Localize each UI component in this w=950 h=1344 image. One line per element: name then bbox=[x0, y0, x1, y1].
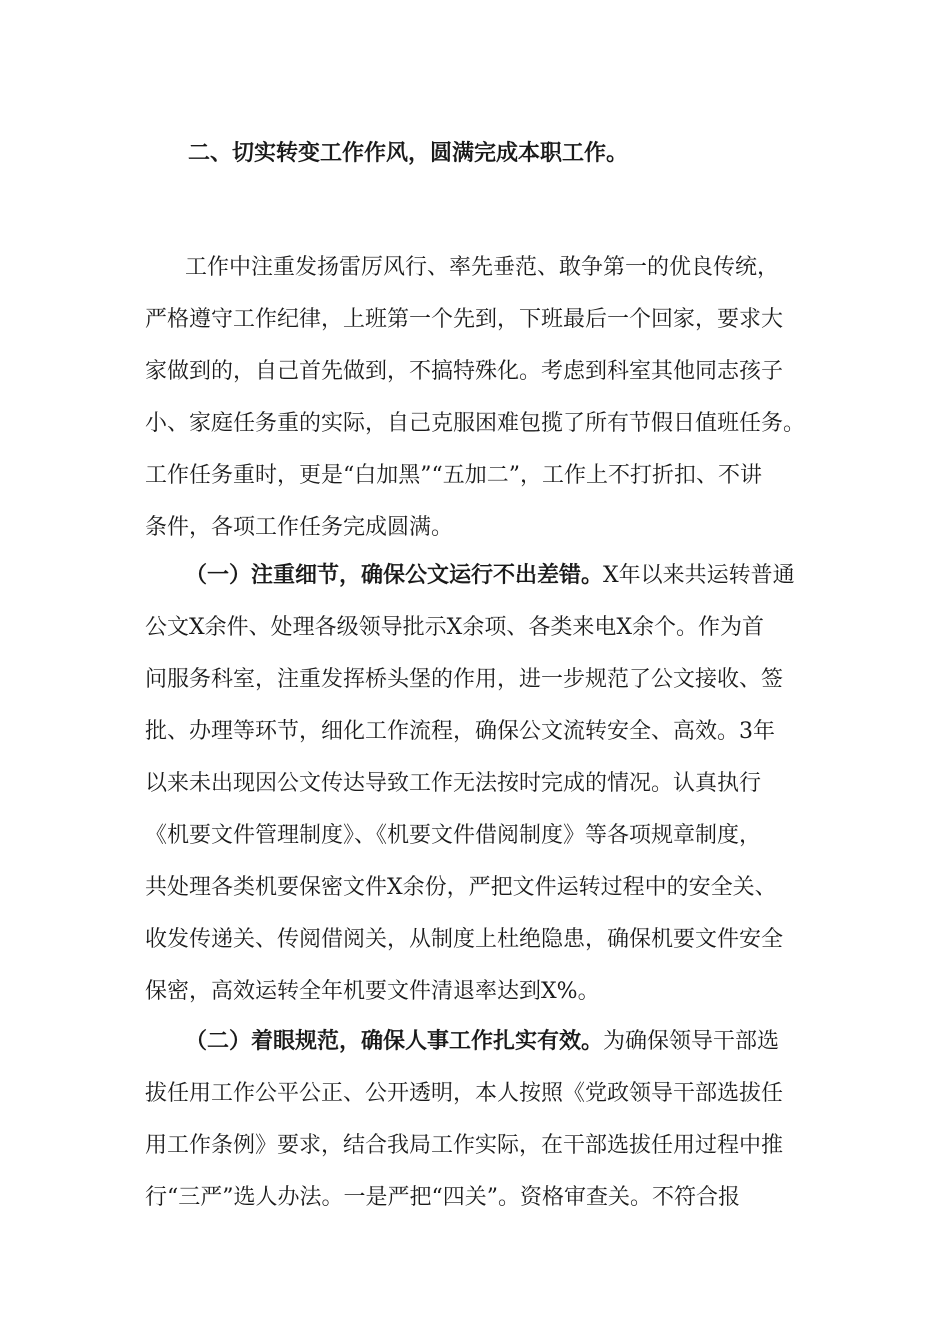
paragraph-line: 共处理各类机要保密文件X余份，严把文件运转过程中的安全关、 bbox=[145, 875, 777, 900]
paragraph-line: 小、家庭任务重的实际，自己克服困难包揽了所有节假日值班任务。 bbox=[145, 411, 806, 436]
paragraph-document-handling bbox=[145, 550, 807, 1018]
section-heading: 二、切实转变工作作风，圆满完成本职工作。 bbox=[188, 141, 629, 166]
paragraph-line: 家做到的，自己首先做到，不搞特殊化。考虑到科室其他同志孩子 bbox=[145, 359, 784, 384]
paragraph-line bbox=[145, 550, 807, 602]
paragraph-work-style bbox=[145, 242, 807, 554]
paragraph-personnel-work bbox=[145, 1016, 807, 1224]
paragraph-line: 拔任用工作公平公正、公开透明，本人按照《党政领导干部选拔任 bbox=[145, 1081, 784, 1106]
paragraph-line: 工作中注重发扬雷厉风行、率先垂范、敢争第一的优良传统， bbox=[185, 255, 780, 280]
paragraph-line bbox=[145, 1016, 807, 1068]
paragraph-line: 批、办理等环节，细化工作流程，确保公文流转安全、高效。3年 bbox=[145, 719, 775, 744]
paragraph-text: X年以来共运转普通 bbox=[603, 563, 795, 588]
paragraph-line: 条件，各项工作任务完成圆满。 bbox=[145, 515, 454, 540]
paragraph-line: 行“三严”选人办法。一是严把“四关”。资格审查关。不符合报 bbox=[145, 1185, 740, 1210]
paragraph-line: 工作任务重时，更是“白加黑”“五加二”，工作上不打折扣、不讲 bbox=[145, 463, 762, 488]
paragraph-line: 《机要文件管理制度》、《机要文件借阅制度》等各项规章制度， bbox=[145, 823, 762, 848]
subsection-title: （二）着眼规范，确保人事工作扎实有效。 bbox=[185, 1029, 604, 1054]
paragraph-line: 收发传递关、传阅借阅关，从制度上杜绝隐患，确保机要文件安全 bbox=[145, 927, 784, 952]
paragraph-line: 问服务科室，注重发挥桥头堡的作用，进一步规范了公文接收、签 bbox=[145, 667, 784, 692]
paragraph-line: 以来未出现因公文传达导致工作无法按时完成的情况。认真执行 bbox=[145, 771, 762, 796]
paragraph-text: 为确保领导干部选 bbox=[603, 1029, 780, 1054]
paragraph-line: 严格遵守工作纪律，上班第一个先到，下班最后一个回家，要求大 bbox=[145, 307, 784, 332]
subsection-title: （一）注重细节，确保公文运行不出差错。 bbox=[185, 563, 604, 588]
paragraph-line: 用工作条例》要求，结合我局工作实际，在干部选拔任用过程中推 bbox=[145, 1133, 784, 1158]
paragraph-line: 保密，高效运转全年机要文件清退率达到X%。 bbox=[145, 979, 600, 1004]
paragraph-line: 公文X余件、处理各级领导批示X余项、各类来电X余个。作为首 bbox=[145, 615, 764, 640]
